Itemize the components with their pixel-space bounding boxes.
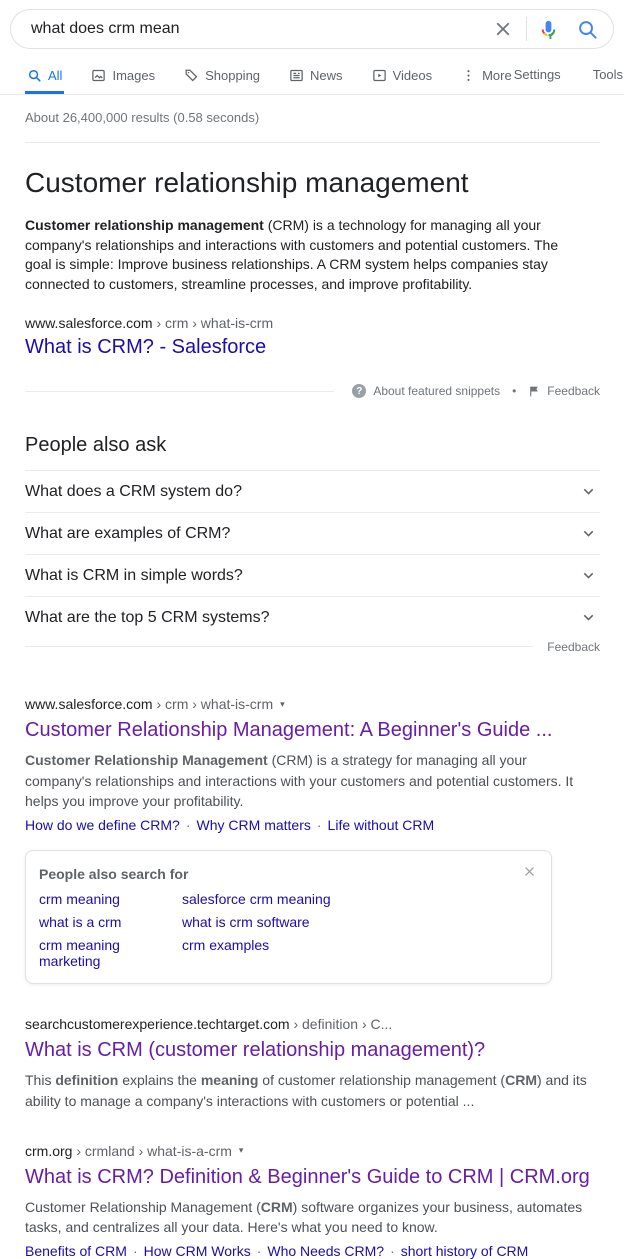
- results-tab-bar: [0, 61, 624, 95]
- close-icon[interactable]: [522, 864, 537, 879]
- description-text: of customer relationship management (: [258, 1072, 506, 1089]
- stats-divider: [25, 142, 600, 143]
- people-also-search-heading: People also search for: [39, 866, 189, 883]
- featured-snippet-link[interactable]: What is CRM? - Salesforce: [25, 336, 267, 359]
- chevron-down-icon: [579, 482, 598, 501]
- description-rest: (CRM) is a strategy for managing all your company's relationships and interactions with your customers and potential customers. It helps you improve your profitability.: [25, 752, 574, 809]
- result-description: [25, 1197, 587, 1238]
- result-sitelinks: [25, 1243, 600, 1259]
- description-bold: definition: [55, 1072, 119, 1089]
- video-play-icon: [372, 68, 387, 83]
- featured-snippet: [0, 167, 624, 398]
- footer-dot: •: [512, 384, 517, 399]
- search-bar[interactable]: [10, 9, 614, 49]
- tab-videos[interactable]: [370, 62, 435, 94]
- result-title-link[interactable]: What is CRM (customer relationship management)?: [25, 1039, 486, 1062]
- description-bold: Customer Relationship Management: [25, 752, 268, 769]
- paa-feedback-link[interactable]: Feedback: [547, 640, 600, 655]
- tab-shopping[interactable]: [182, 62, 262, 94]
- more-dots-icon: [461, 68, 476, 83]
- chevron-down-icon: [579, 524, 598, 543]
- description-bold: meaning: [200, 1072, 259, 1089]
- description-bold: CRM: [260, 1198, 293, 1215]
- result-breadcrumb[interactable]: [25, 1143, 600, 1159]
- featured-snippet-body: [25, 216, 575, 294]
- sitelink[interactable]: Life without CRM: [327, 817, 435, 834]
- news-icon: [289, 68, 304, 83]
- people-also-search-links: [39, 891, 537, 969]
- result-sitelinks: [25, 817, 600, 833]
- people-also-ask: [25, 434, 600, 654]
- tab-images[interactable]: [89, 62, 157, 94]
- paa-question-label: What are examples of CRM?: [25, 524, 231, 542]
- description-text: ) software organizes your business, automates tasks, and centralizes all your data. Here's what you need to know.: [25, 1198, 583, 1236]
- featured-snippet-body-bold: Customer relationship management: [25, 217, 264, 233]
- related-search-link[interactable]: salesforce crm meaning: [182, 891, 331, 908]
- tab-news-label: News: [310, 68, 343, 83]
- about-featured-snippets-link[interactable]: About featured snippets: [373, 384, 501, 399]
- paa-footer: [25, 638, 600, 654]
- image-icon: [91, 68, 106, 83]
- sitelink-separator: ·: [390, 1243, 395, 1259]
- related-search-link[interactable]: crm meaning marketing: [39, 937, 120, 970]
- breadcrumb-path: › crm › what-is-crm: [152, 315, 274, 332]
- breadcrumb-domain: www.salesforce.com: [25, 315, 153, 332]
- paa-question-label: What does a CRM system do?: [25, 482, 242, 500]
- sitelink[interactable]: Benefits of CRM: [25, 1243, 127, 1259]
- paa-question-label: What are the top 5 CRM systems?: [25, 608, 270, 626]
- description-text: This: [25, 1072, 56, 1089]
- description-bold: CRM: [505, 1072, 537, 1089]
- people-also-search-box: [25, 850, 552, 984]
- people-also-ask-heading: People also ask: [25, 434, 167, 457]
- description-text: explains the: [118, 1072, 201, 1089]
- breadcrumb-path: › crmland › what-is-a-crm: [72, 1142, 232, 1159]
- result-title-link[interactable]: Customer Relationship Management: A Beginner's Guide ...: [25, 719, 553, 742]
- paa-question-row[interactable]: [25, 512, 600, 554]
- featured-snippet-footer-divider: [25, 391, 334, 392]
- related-search-link[interactable]: crm examples: [182, 937, 270, 954]
- result-breadcrumb[interactable]: [25, 1016, 600, 1032]
- result-title-link[interactable]: What is CRM? Definition & Beginner's Guide to CRM | CRM.org: [25, 1165, 590, 1188]
- featured-snippet-footer: [25, 384, 600, 398]
- result-description: [25, 1070, 587, 1111]
- tools-button[interactable]: Tools: [592, 67, 624, 82]
- tab-more-label: More: [482, 68, 512, 83]
- chevron-down-icon: [579, 608, 598, 627]
- tab-shopping-label: Shopping: [205, 68, 261, 83]
- help-icon[interactable]: ?: [352, 384, 366, 398]
- clear-search-icon[interactable]: [492, 18, 514, 40]
- description-text: ) and its ability to manage a company's interactions with customers or potential ...: [25, 1072, 587, 1109]
- sitelink-separator: ·: [132, 1243, 138, 1259]
- tab-images-label: Images: [112, 68, 156, 83]
- related-search-link[interactable]: what is crm software: [182, 914, 310, 931]
- sitelink[interactable]: How CRM Works: [143, 1243, 251, 1259]
- search-result: [25, 696, 600, 833]
- description-text: Customer Relationship Management (: [25, 1198, 261, 1215]
- sitelink[interactable]: Why CRM matters: [196, 817, 311, 834]
- paa-footer-divider: [25, 646, 533, 647]
- tab-news[interactable]: [287, 62, 345, 94]
- sitelink-separator: ·: [256, 1243, 262, 1259]
- paa-question-row[interactable]: [25, 596, 600, 638]
- voice-search-icon[interactable]: [537, 18, 560, 41]
- shopping-tag-icon: [184, 68, 199, 83]
- search-input[interactable]: [31, 20, 492, 38]
- tab-all[interactable]: [25, 62, 64, 94]
- sitelink-separator: ·: [316, 817, 322, 834]
- tab-more[interactable]: [459, 62, 514, 94]
- tab-videos-label: Videos: [392, 68, 433, 83]
- result-breadcrumb[interactable]: [25, 696, 600, 712]
- feedback-flag-icon: [528, 385, 541, 398]
- breadcrumb-domain: www.salesforce.com: [25, 696, 153, 713]
- paa-question-label: What is CRM in simple words?: [25, 566, 243, 584]
- breadcrumb-path: › crm › what-is-crm: [152, 696, 274, 713]
- search-submit-icon[interactable]: [576, 18, 599, 41]
- search-icon: [27, 68, 42, 83]
- tab-all-label: All: [48, 68, 63, 83]
- sitelink-separator: ·: [185, 817, 191, 834]
- chevron-down-icon: [579, 566, 598, 585]
- breadcrumb-domain: crm.org: [25, 1142, 73, 1159]
- related-search-link[interactable]: crm meaning: [39, 891, 120, 908]
- result-options-arrow-icon[interactable]: ▾: [280, 698, 285, 709]
- featured-snippet-heading: Customer relationship management: [25, 167, 469, 198]
- settings-button[interactable]: Settings: [513, 67, 561, 82]
- sitelink[interactable]: short history of CRM: [400, 1243, 529, 1259]
- search-bar-divider: [526, 17, 527, 41]
- search-result: [25, 1016, 600, 1111]
- featured-snippet-breadcrumb: [25, 315, 624, 331]
- breadcrumb-path: › definition › C...: [289, 1016, 393, 1033]
- related-search-link[interactable]: what is a crm: [39, 914, 122, 931]
- breadcrumb-domain: searchcustomerexperience.techtarget.com: [25, 1016, 290, 1033]
- sitelink[interactable]: Who Needs CRM?: [267, 1243, 385, 1259]
- featured-snippet-body-rest: (CRM) is a technology for managing all your company's relationships and interactions with customers and potential customers. The goal is simple: Improve business relationships. A CRM system helps companies stay connected to customers, streamline processes, and improve profitability.: [25, 217, 559, 292]
- paa-question-row[interactable]: [25, 470, 600, 512]
- paa-question-row[interactable]: [25, 554, 600, 596]
- featured-feedback-link[interactable]: Feedback: [547, 384, 600, 399]
- result-description: [25, 750, 587, 811]
- result-stats: About 26,400,000 results (0.58 seconds): [25, 110, 260, 125]
- sitelink[interactable]: How do we define CRM?: [25, 817, 180, 834]
- result-options-arrow-icon[interactable]: ▾: [238, 1145, 244, 1156]
- search-result: [25, 1143, 600, 1259]
